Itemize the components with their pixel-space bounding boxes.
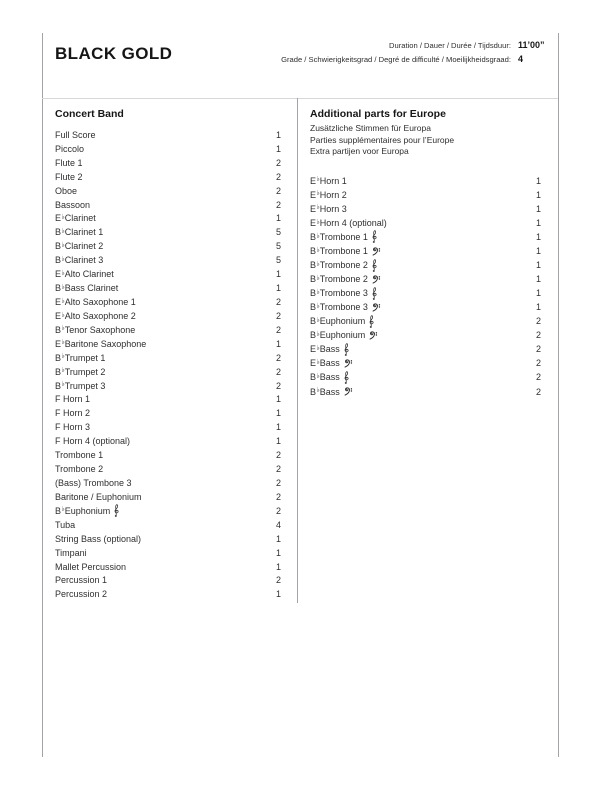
part-count: 5 <box>275 241 281 252</box>
europe-subtitle-line: Zusätzliche Stimmen für Europa <box>310 123 431 133</box>
bass-clef-icon <box>371 303 382 312</box>
flat-sign: ♭ <box>316 190 320 198</box>
part-row <box>55 476 281 490</box>
flat-sign: ♭ <box>316 218 320 226</box>
part-name: B ♭ Bass <box>310 371 350 384</box>
part-row <box>55 170 281 184</box>
part-name: B ♭ Bass Clarinet <box>55 283 119 294</box>
part-name: E ♭ Alto Saxophone 1 <box>55 297 136 308</box>
part-count: 1 <box>535 288 541 299</box>
part-name: Tuba <box>55 519 76 530</box>
part-count: 2 <box>535 330 541 341</box>
flat-sign: ♭ <box>61 241 65 249</box>
flat-sign: ♭ <box>61 339 65 347</box>
part-count: 2 <box>535 358 541 369</box>
treble-clef-icon <box>371 259 378 272</box>
part-count: 2 <box>275 366 281 377</box>
part-name: Baritone / Euphonium <box>55 491 142 502</box>
part-name: E ♭ Clarinet <box>55 213 96 224</box>
part-row <box>310 244 541 258</box>
part-name: E ♭ Horn 3 <box>310 203 347 214</box>
flat-sign: ♭ <box>316 176 320 184</box>
flat-sign: ♭ <box>316 387 320 395</box>
part-count: 1 <box>535 203 541 214</box>
part-row <box>55 337 281 351</box>
part-row <box>55 393 281 407</box>
part-row <box>55 128 281 142</box>
part-name: B ♭ Trombone 3 <box>310 287 378 300</box>
part-row <box>310 272 541 286</box>
part-row <box>55 281 281 295</box>
part-count: 2 <box>275 297 281 308</box>
bass-clef-icon <box>368 331 379 340</box>
part-name: Percussion 1 <box>55 575 108 586</box>
part-row <box>55 156 281 170</box>
duration-line <box>281 38 556 52</box>
flat-sign: ♭ <box>61 367 65 375</box>
part-row <box>55 351 281 365</box>
part-name: B ♭ Trombone 1 <box>310 246 382 256</box>
part-row <box>55 462 281 476</box>
part-name: E ♭ Horn 2 <box>310 189 347 200</box>
treble-clef-icon <box>113 504 120 517</box>
column-divider-rule <box>297 98 298 603</box>
part-name: B ♭ Euphonium <box>55 504 120 517</box>
part-row <box>310 174 541 188</box>
part-name: B ♭ Euphonium <box>310 315 375 328</box>
part-count: 4 <box>275 519 281 530</box>
part-name: B ♭ Trumpet 1 <box>55 352 106 363</box>
part-count: 1 <box>275 408 281 419</box>
part-name: Mallet Percussion <box>55 561 127 572</box>
part-count: 2 <box>275 450 281 461</box>
part-count: 2 <box>275 505 281 516</box>
part-count: 2 <box>535 372 541 383</box>
part-count: 2 <box>535 386 541 397</box>
part-count: 1 <box>535 189 541 200</box>
part-name: E ♭ Horn 4 (optional) <box>310 217 387 228</box>
part-count: 5 <box>275 227 281 238</box>
part-count: 1 <box>535 274 541 285</box>
part-row <box>310 230 541 244</box>
part-row <box>55 546 281 560</box>
flat-sign: ♭ <box>61 311 65 319</box>
part-row <box>55 309 281 323</box>
treble-clef-icon <box>343 371 350 384</box>
part-count: 1 <box>275 533 281 544</box>
flat-sign: ♭ <box>316 358 320 366</box>
part-name: B ♭ Trumpet 3 <box>55 380 106 391</box>
part-name: B ♭ Trombone 2 <box>310 259 378 272</box>
part-name: Trombone 1 <box>55 450 104 461</box>
header-separator-rule <box>42 98 558 99</box>
part-count: 2 <box>275 171 281 182</box>
part-row <box>55 239 281 253</box>
part-count: 2 <box>275 185 281 196</box>
flat-sign: ♭ <box>316 232 320 240</box>
part-name: E ♭ Alto Saxophone 2 <box>55 310 136 321</box>
grade-label: Grade / Schwierigkeitsgrad / Degré de difficulté / Moeilijkheidsgraad: <box>281 55 511 64</box>
part-name: Timpani <box>55 547 87 558</box>
bass-clef-icon <box>371 275 382 284</box>
part-row <box>55 225 281 239</box>
europe-parts-subheaders <box>310 123 541 158</box>
concert-band-list <box>55 128 281 601</box>
flat-sign: ♭ <box>61 506 65 514</box>
flat-sign: ♭ <box>316 204 320 212</box>
flat-sign: ♭ <box>61 214 65 222</box>
part-row <box>310 356 541 370</box>
part-count: 1 <box>275 129 281 140</box>
part-count: 1 <box>275 561 281 572</box>
part-name: Trombone 2 <box>55 464 104 475</box>
grade-value: 4 <box>518 54 524 64</box>
part-name: B ♭ Trombone 1 <box>310 230 378 243</box>
part-count: 1 <box>275 589 281 600</box>
part-name: B ♭ Bass <box>310 387 354 397</box>
part-count: 1 <box>275 436 281 447</box>
part-row <box>310 370 541 384</box>
concert-band-column <box>55 107 281 601</box>
europe-subtitle-line: Extra partijen voor Europa <box>310 146 409 157</box>
treble-clef-icon <box>343 343 350 356</box>
bass-clef-icon <box>343 359 354 368</box>
flat-sign: ♭ <box>316 373 320 381</box>
part-name: Flute 2 <box>55 171 83 182</box>
part-name: String Bass (optional) <box>55 533 142 544</box>
part-row <box>310 314 541 328</box>
part-row <box>55 448 281 462</box>
flat-sign: ♭ <box>61 381 65 389</box>
treble-clef-icon <box>368 315 375 328</box>
left-border-rule <box>42 33 43 757</box>
part-count: 1 <box>535 246 541 257</box>
part-name: E ♭ Baritone Saxophone <box>55 338 147 349</box>
flat-sign: ♭ <box>61 255 65 263</box>
part-row <box>310 300 541 314</box>
part-row <box>55 587 281 601</box>
part-name: B ♭ Clarinet 3 <box>55 255 104 266</box>
part-row <box>310 342 541 356</box>
part-row <box>310 202 541 216</box>
part-name: B ♭ Trombone 2 <box>310 274 382 284</box>
flat-sign: ♭ <box>61 353 65 361</box>
flat-sign: ♭ <box>316 330 320 338</box>
flat-sign: ♭ <box>316 274 320 282</box>
right-border-rule <box>558 33 559 757</box>
europe-parts-list <box>310 174 541 399</box>
part-row <box>55 198 281 212</box>
part-count: 2 <box>275 310 281 321</box>
part-count: 2 <box>275 380 281 391</box>
flat-sign: ♭ <box>61 297 65 305</box>
part-row <box>55 434 281 448</box>
part-count: 2 <box>275 352 281 363</box>
part-name: Bassoon <box>55 199 91 210</box>
part-count: 5 <box>275 255 281 266</box>
part-count: 1 <box>275 283 281 294</box>
duration-value: 11’00” <box>518 40 545 50</box>
part-name: Piccolo <box>55 143 85 154</box>
part-row <box>55 323 281 337</box>
flat-sign: ♭ <box>316 302 320 310</box>
part-row <box>55 267 281 281</box>
part-name: Full Score <box>55 129 96 140</box>
meta-block <box>281 38 556 66</box>
part-count: 2 <box>275 491 281 502</box>
treble-clef-icon <box>371 287 378 300</box>
part-count: 1 <box>535 217 541 228</box>
part-row <box>310 328 541 342</box>
part-row <box>310 188 541 202</box>
flat-sign: ♭ <box>61 227 65 235</box>
part-name: B ♭ Clarinet 2 <box>55 241 104 252</box>
part-row <box>55 518 281 532</box>
part-row <box>55 490 281 504</box>
part-row <box>55 212 281 226</box>
part-name: B ♭ Tenor Saxophone <box>55 324 136 335</box>
part-count: 2 <box>535 344 541 355</box>
part-name: (Bass) Trombone 3 <box>55 478 132 488</box>
part-name: E ♭ Bass <box>310 343 350 356</box>
part-count: 1 <box>275 143 281 154</box>
flat-sign: ♭ <box>316 260 320 268</box>
europe-parts-column <box>310 107 541 399</box>
part-row <box>55 406 281 420</box>
part-name: F Horn 2 <box>55 408 91 419</box>
flat-sign: ♭ <box>61 283 65 291</box>
flat-sign: ♭ <box>316 246 320 254</box>
europe-subtitle-line: Parties supplémentaires pour l’Europe <box>310 134 455 145</box>
grade-line <box>281 52 556 66</box>
part-count: 1 <box>275 394 281 405</box>
part-row <box>55 560 281 574</box>
part-row <box>55 504 281 518</box>
part-row <box>55 379 281 393</box>
part-row <box>310 384 541 398</box>
part-count: 1 <box>535 175 541 186</box>
part-name: E ♭ Alto Clarinet <box>55 269 114 280</box>
flat-sign: ♭ <box>61 325 65 333</box>
part-name: B ♭ Euphonium <box>310 330 379 340</box>
part-count: 1 <box>535 260 541 271</box>
part-count: 1 <box>275 269 281 280</box>
part-name: E ♭ Bass <box>310 358 354 368</box>
part-name: B ♭ Trumpet 2 <box>55 366 106 377</box>
part-row <box>55 532 281 546</box>
bass-clef-icon <box>343 387 354 396</box>
part-count: 1 <box>275 213 281 224</box>
part-row <box>310 258 541 272</box>
flat-sign: ♭ <box>61 269 65 277</box>
part-count: 2 <box>275 199 281 210</box>
part-name: F Horn 4 (optional) <box>55 436 131 447</box>
flat-sign: ♭ <box>316 344 320 352</box>
part-count: 2 <box>275 324 281 335</box>
part-name: E ♭ Horn 1 <box>310 175 347 186</box>
part-count: 2 <box>535 316 541 327</box>
flat-sign: ♭ <box>316 288 320 296</box>
part-count: 2 <box>275 157 281 168</box>
part-row <box>310 286 541 300</box>
europe-parts-header: Additional parts for Europe <box>310 108 446 120</box>
part-count: 2 <box>275 478 281 488</box>
part-row <box>55 253 281 267</box>
part-name: Percussion 2 <box>55 589 108 600</box>
treble-clef-icon <box>371 230 378 243</box>
part-name: B ♭ Clarinet 1 <box>55 227 104 238</box>
part-name: F Horn 1 <box>55 394 91 405</box>
part-count: 2 <box>275 575 281 586</box>
part-count: 1 <box>275 338 281 349</box>
part-count: 1 <box>535 231 541 242</box>
part-row <box>55 295 281 309</box>
part-row <box>55 420 281 434</box>
part-row <box>55 184 281 198</box>
duration-label: Duration / Dauer / Durée / Tijdsduur: <box>389 41 511 50</box>
part-name: Flute 1 <box>55 157 83 168</box>
page-title: BLACK GOLD <box>55 44 173 63</box>
part-name: Oboe <box>55 185 78 196</box>
part-row <box>55 365 281 379</box>
part-row <box>55 574 281 588</box>
bass-clef-icon <box>371 247 382 256</box>
part-row <box>310 216 541 230</box>
part-name: F Horn 3 <box>55 422 91 433</box>
part-name: B ♭ Trombone 3 <box>310 302 382 312</box>
concert-band-header: Concert Band <box>55 108 124 120</box>
part-count: 1 <box>275 422 281 433</box>
part-count: 1 <box>275 547 281 558</box>
part-count: 2 <box>275 464 281 475</box>
flat-sign: ♭ <box>316 316 320 324</box>
part-count: 1 <box>535 302 541 313</box>
part-row <box>55 142 281 156</box>
